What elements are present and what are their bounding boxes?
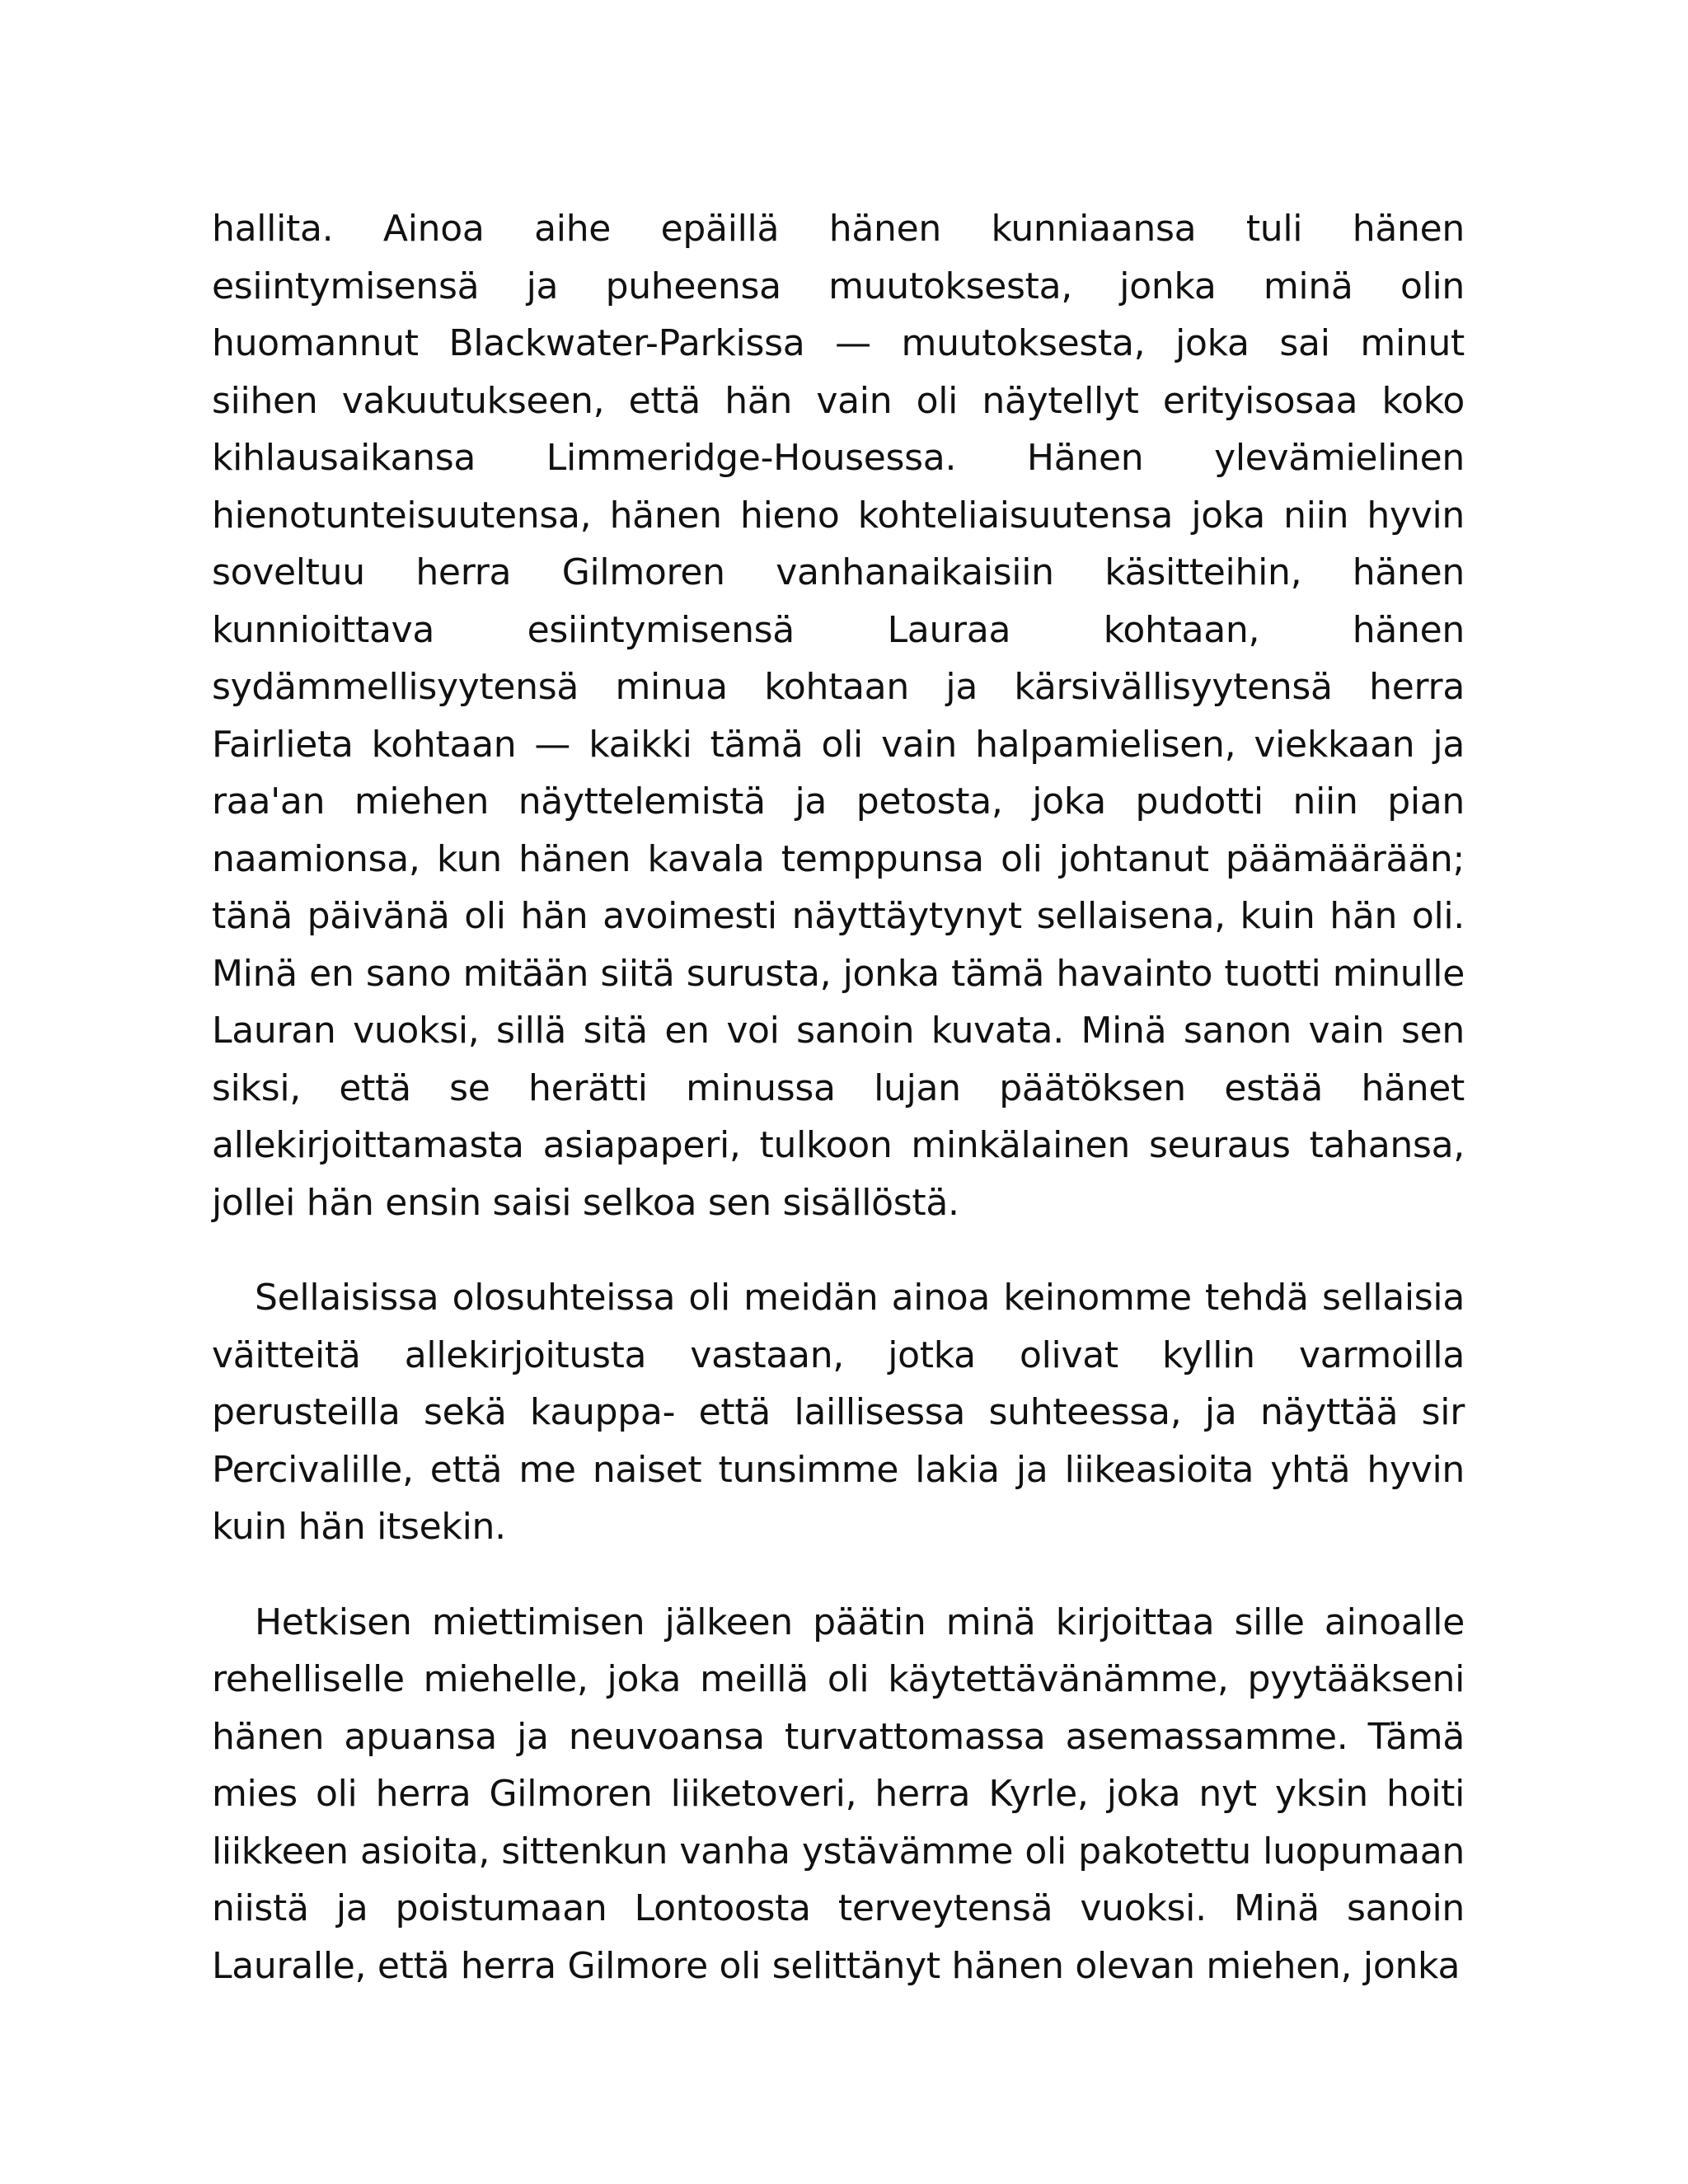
paragraph-2: Sellaisissa olosuhteissa oli meidän ainoa keinomme tehdä sellaisia väitteitä allekirjoitusta vastaan, jotka olivat kyllin varmoilla perusteilla sekä kauppa- että laillisessa suhteessa, ja näyttää sir Percivalille, että me naiset tunsimme lakia ja liikeasioita yhtä hyvin kuin hän itsekin.: [212, 1277, 1465, 1548]
paragraph-1: hallita. Ainoa aihe epäillä hänen kunniaansa tuli hänen esiintymisensä ja puheensa muutoksesta, jonka minä olin huomannut Blackwater-Parkissa — muutoksesta, joka sai minut siihen vakuutukseen, että hän vain oli näytellyt erityisosaa koko kihlausaikansa Limmeridge-Housessa. Hänen ylevämielinen hienotunteisuutensa, hänen hieno kohteliaisuutensa joka niin hyvin soveltuu herra Gilmoren vanhanaikaisiin käsitteihin, hänen kunnioittava esiintymisensä Lauraa kohtaan, hänen sydämmellisyytensä minua kohtaan ja kärsivällisyytensä herra Fairlieta kohtaan — kaikki tämä oli vain halpamielisen, viekkaan ja raa'an miehen näyttelemistä ja petosta, joka pudotti niin pian naamionsa, kun hänen kavala temppunsa oli johtanut päämäärään; tänä päivänä oli hän avoimesti näyttäytynyt sellaisena, kuin hän oli. Minä en sano mitään siitä surusta, jonka tämä havainto tuotti minulle Lauran vuoksi, sillä sitä en voi sanoin kuvata. Minä sanon vain sen siksi, että se herätti minussa lujan päätöksen estää hänet allekirjoittamasta asiapaperi, tulkoon minkälainen seuraus tahansa, jollei hän ensin saisi selkoa sen sisällöstä.: [212, 208, 1465, 1224]
document-page: [212, 200, 1465, 1994]
paragraph-3: Hetkisen miettimisen jälkeen päätin minä kirjoittaa sille ainoalle rehelliselle miehelle, joka meillä oli käytettävänämme, pyytääkseni hänen apuansa ja neuvoansa turvattomassa asemassamme. Tämä mies oli herra Gilmoren liiketoveri, herra Kyrle, joka nyt yksin hoiti liikkeen asioita, sittenkun vanha ystävämme oli pakotettu luopumaan niistä ja poistumaan Lontoosta terveytensä vuoksi. Minä sanoin Lauralle, että herra Gilmore oli selittänyt hänen olevan miehen, jonka: [212, 1601, 1465, 1987]
